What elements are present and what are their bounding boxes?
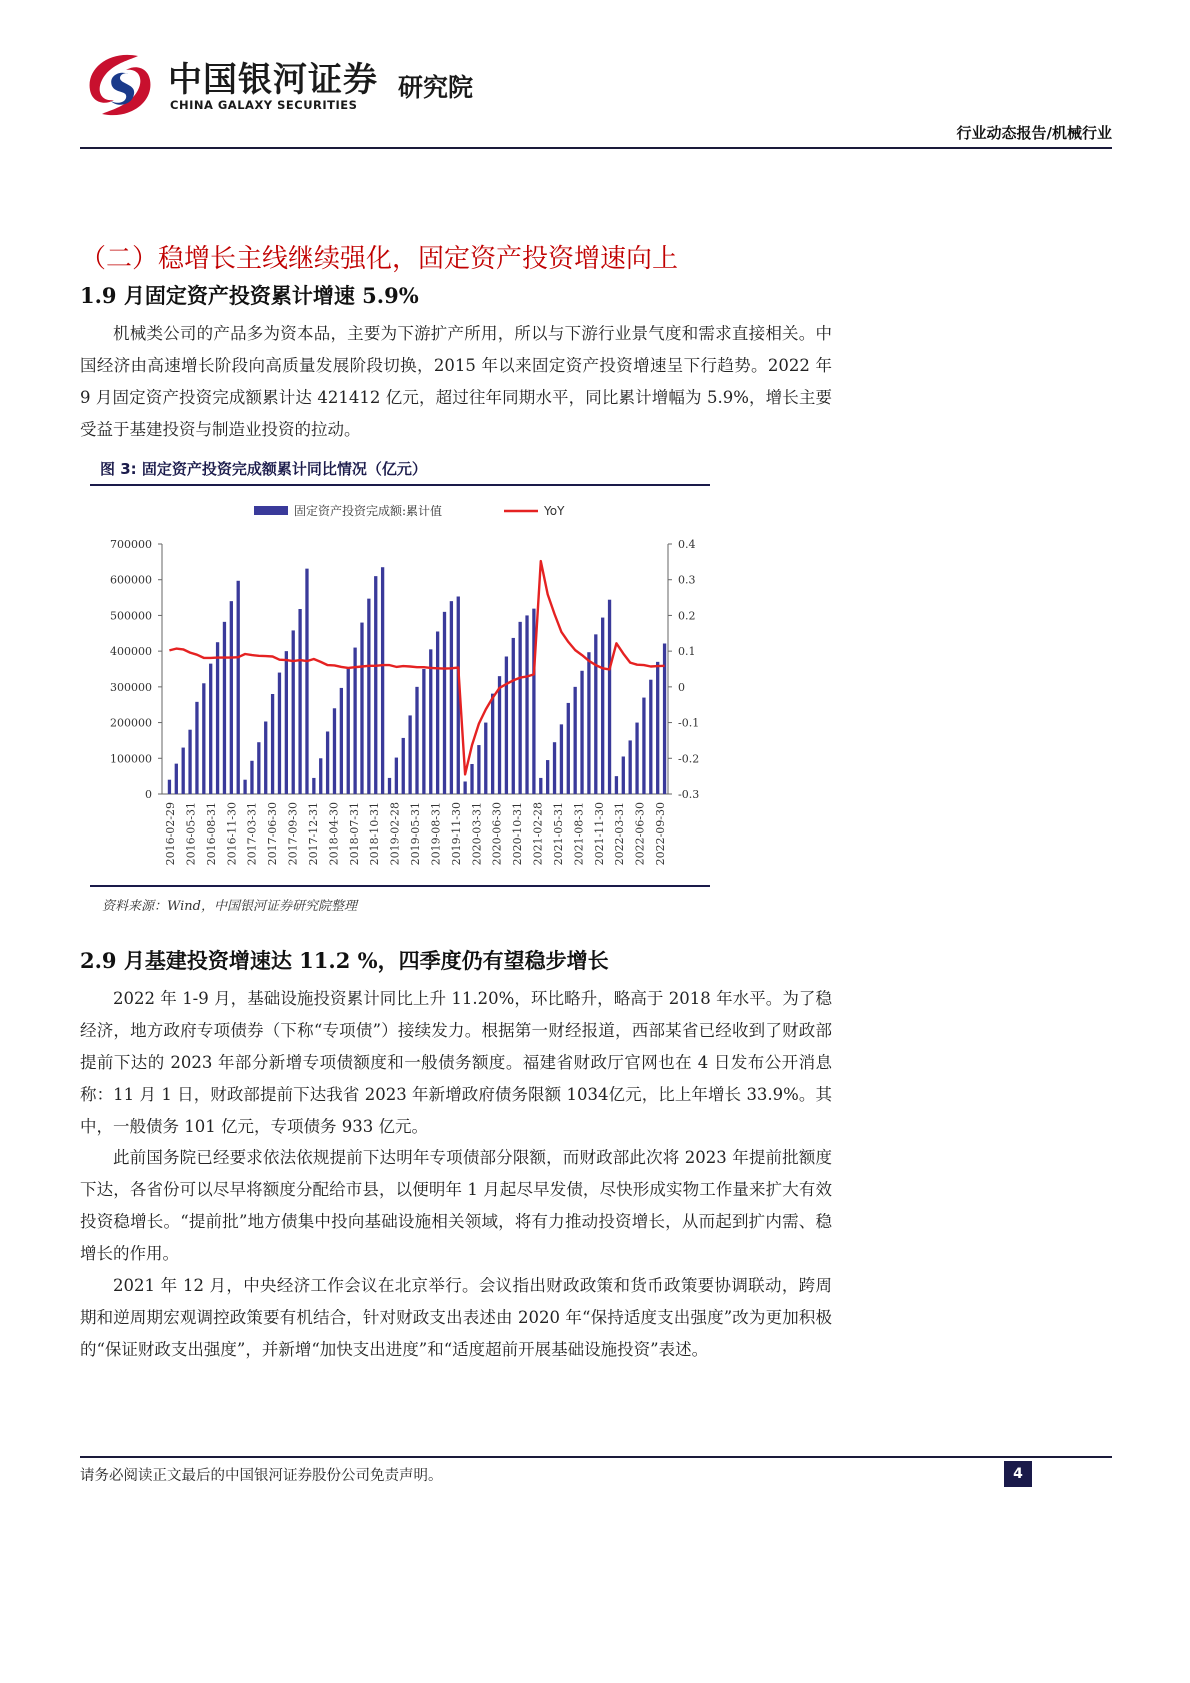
y-left-tick-label: 0 <box>145 788 152 801</box>
bar <box>395 758 398 794</box>
report-category: 行业动态报告/机械行业 <box>956 124 1112 142</box>
bar <box>271 694 274 794</box>
paragraph-1: 机械类公司的产品多为资本品，主要为下游扩产所用，所以与下游行业景气度和需求直接相关。中国经济由高速增长阶段向高质量发展阶段切换，2015 年以来固定资产投资增速呈下行趋势。2022 年 9 月固定资产投资完成额累计达 421412 亿元，超过往年同期水平，同比累计增幅为 5.9%，增长主要受益于基建投资与制造业投资的拉动。 <box>80 324 832 439</box>
x-tick-label: 2021-08-31 <box>572 802 586 866</box>
bar-series <box>168 567 666 794</box>
bar <box>443 612 446 794</box>
bar <box>340 688 343 794</box>
logo-english-name: CHINA GALAXY SECURITIES <box>170 98 358 112</box>
x-tick-label: 2016-05-31 <box>184 802 198 866</box>
y-left-tick-label: 500000 <box>110 609 152 623</box>
x-tick-label: 2019-05-31 <box>409 802 422 866</box>
x-tick-label: 2019-08-31 <box>429 802 443 866</box>
x-tick-label: 2021-02-28 <box>531 802 545 866</box>
bar <box>223 622 226 794</box>
paragraph-4: 2021 年 12 月，中央经济工作会议在北京举行。会议指出财政政策和货币政策要协调联动，跨周期和逆周期宏观调控政策要有机结合，针对财政支出表述由 2020 年“保持适度支出强度”改为更加积极的“保证财政支出强度”，并新增“加快支出进度”和“适度超前开展基础设施投资”表述。 <box>80 1276 832 1359</box>
x-tick-label: 2020-10-31 <box>511 802 525 866</box>
bar <box>567 703 570 794</box>
bar <box>168 780 171 794</box>
bar <box>285 651 288 794</box>
bar <box>629 740 632 794</box>
page-header <box>80 40 1112 150</box>
bar <box>353 648 356 794</box>
x-tick-label: 2022-03-31 <box>613 802 627 866</box>
bar <box>560 724 563 794</box>
x-tick-label: 2017-03-31 <box>245 802 259 866</box>
x-tick-label: 2017-06-30 <box>266 802 280 866</box>
bar <box>484 723 487 794</box>
bar <box>491 694 494 794</box>
y-left-tick-label: 300000 <box>110 680 152 694</box>
subsection-heading-2: 2.9 月基建投资增速达 11.2 %，四季度仍有望稳步增长 <box>80 948 609 973</box>
footer-divider <box>80 1456 1112 1458</box>
y-right-tick-label: 0 <box>678 680 685 694</box>
y-right-tick-label: -0.3 <box>678 788 700 801</box>
y-right-tick-label: 0.4 <box>678 538 696 551</box>
bar <box>505 657 508 795</box>
x-tick-label: 2022-06-30 <box>633 802 647 866</box>
bar <box>209 664 212 794</box>
bar <box>574 687 577 794</box>
bar <box>635 723 638 794</box>
y-left-tick-label: 600000 <box>110 573 152 587</box>
paragraph-3: 此前国务院已经要求依法依规提前下达明年专项债部分限额，而财政部此次将 2023 年提前批额度下达，各省份可以尽早将额度分配给市县，以便明年 1 月起尽早发债，尽快形成实物工作量来扩大有效投资稳增长。“提前批”地方债集中投向基础设施相关领域，将有力推动投资增长，从而起到扩内需、稳增长的作用。 <box>80 1148 832 1263</box>
logo-institute: 研究院 <box>398 73 474 102</box>
figure-title: 图 3: 固定资产投资完成额累计同比情况（亿元） <box>100 460 427 478</box>
bar <box>422 669 425 794</box>
x-tick-label: 2018-07-31 <box>347 802 361 866</box>
figure-top-rule <box>90 484 710 486</box>
x-tick-label: 2020-06-30 <box>490 802 504 866</box>
y-right-tick-label: -0.1 <box>678 716 700 730</box>
bar <box>429 649 432 794</box>
bar <box>216 642 219 794</box>
bar <box>601 618 604 794</box>
x-axis-labels <box>164 802 667 865</box>
bar <box>367 599 370 794</box>
bar <box>312 778 315 794</box>
bar <box>360 623 363 794</box>
footer-disclaimer: 请务必阅读正文最后的中国银河证券股份公司免责声明。 <box>80 1468 443 1484</box>
bar <box>642 698 645 794</box>
x-tick-label: 2020-03-31 <box>470 802 484 866</box>
y-left-tick-label: 400000 <box>110 645 152 659</box>
x-tick-label: 2017-12-31 <box>306 802 320 866</box>
bar <box>656 662 659 794</box>
bar <box>553 742 556 794</box>
bar <box>477 745 480 794</box>
bar <box>580 671 583 794</box>
figure-bottom-rule <box>90 885 710 887</box>
y-right-tick-label: 0.3 <box>678 573 696 587</box>
x-tick-label: 2021-11-30 <box>592 802 606 866</box>
bar <box>319 758 322 794</box>
paragraph-2: 2022 年 1-9 月，基础设施投资累计同比上升 11.20%，环比略升，略高于 2018 年水平。为了稳经济，地方政府专项债券（下称“专项债”）接续发力。根据第一财经报道，西部某省已经收到了财政部提前下达的 2023 年部分新增专项债额度和一般债务额度。福建省财政厅官网也在 4 日发布公开消息称：11 月 1 日，财政部提前下达我省 2023 年新增政府债务限额 1034亿元，比上年增长 33.9%。其中，一般债务 101 亿元，专项债务 933 亿元。 <box>80 989 832 1136</box>
bar <box>250 761 253 794</box>
bar <box>381 567 384 794</box>
bar <box>292 630 295 794</box>
x-tick-label: 2017-09-30 <box>286 802 300 866</box>
x-tick-label: 2022-09-30 <box>654 802 667 866</box>
bar <box>450 601 453 794</box>
bar <box>188 730 191 794</box>
bar <box>525 615 528 794</box>
legend-line-label: YoY <box>544 504 565 518</box>
bar <box>333 708 336 794</box>
y-right-tick-label: 0.1 <box>678 645 696 659</box>
fixed-asset-investment-chart <box>92 492 702 882</box>
x-tick-label: 2021-05-31 <box>551 802 565 866</box>
x-tick-label: 2016-02-29 <box>164 802 177 866</box>
bar <box>326 732 329 795</box>
bar <box>305 569 308 794</box>
bar <box>415 687 418 794</box>
header-divider <box>80 147 1112 149</box>
bar <box>243 780 246 794</box>
x-tick-label: 2019-02-28 <box>388 802 402 866</box>
figure-source: 资料来源：Wind，中国银河证券研究院整理 <box>102 899 357 914</box>
bar <box>175 764 178 794</box>
y-left-tick-label: 100000 <box>110 752 152 766</box>
legend-bar-label: 固定资产投资完成额:累计值 <box>294 504 443 518</box>
bar <box>498 676 501 794</box>
y-right-tick-label: -0.2 <box>678 752 700 766</box>
bar <box>594 634 597 794</box>
x-tick-label: 2019-11-30 <box>449 802 463 866</box>
subsection-heading-1: 1.9 月固定资产投资累计增速 5.9% <box>80 283 419 308</box>
logo-chinese-name: 中国银河证券 <box>168 60 378 100</box>
y-left-tick-label: 700000 <box>110 538 152 551</box>
x-tick-label: 2016-11-30 <box>225 802 239 866</box>
bar <box>402 738 405 794</box>
bar <box>298 609 301 794</box>
bar <box>182 748 185 794</box>
bar <box>257 742 260 794</box>
bar <box>519 622 522 794</box>
bar <box>470 764 473 794</box>
page-number: 4 <box>1004 1461 1032 1487</box>
chart-legend <box>254 503 565 518</box>
bar <box>237 581 240 794</box>
bar <box>587 652 590 794</box>
section-title: （二）稳增长主线继续强化，固定资产投资增速向上 <box>80 244 679 274</box>
bar <box>230 601 233 794</box>
bar <box>546 760 549 794</box>
bar <box>374 576 377 794</box>
x-tick-label: 2018-04-30 <box>327 802 341 866</box>
bar <box>408 715 411 794</box>
bar <box>195 702 198 794</box>
bar <box>264 722 267 795</box>
galaxy-logo-icon <box>80 50 160 120</box>
bar <box>436 632 439 795</box>
bar <box>608 600 611 794</box>
bar <box>539 778 542 794</box>
bar <box>278 673 281 794</box>
bar <box>388 778 391 794</box>
bar <box>347 667 350 794</box>
bar <box>649 680 652 794</box>
y-left-tick-label: 200000 <box>110 716 152 730</box>
y-right-tick-label: 0.2 <box>678 609 696 623</box>
x-tick-label: 2018-10-31 <box>368 802 382 866</box>
legend-bar-swatch <box>254 506 288 515</box>
bar <box>202 683 205 794</box>
x-tick-label: 2016-08-31 <box>204 802 218 866</box>
bar <box>622 757 625 795</box>
bar <box>512 638 515 794</box>
bar <box>463 782 466 795</box>
bar <box>615 776 618 794</box>
